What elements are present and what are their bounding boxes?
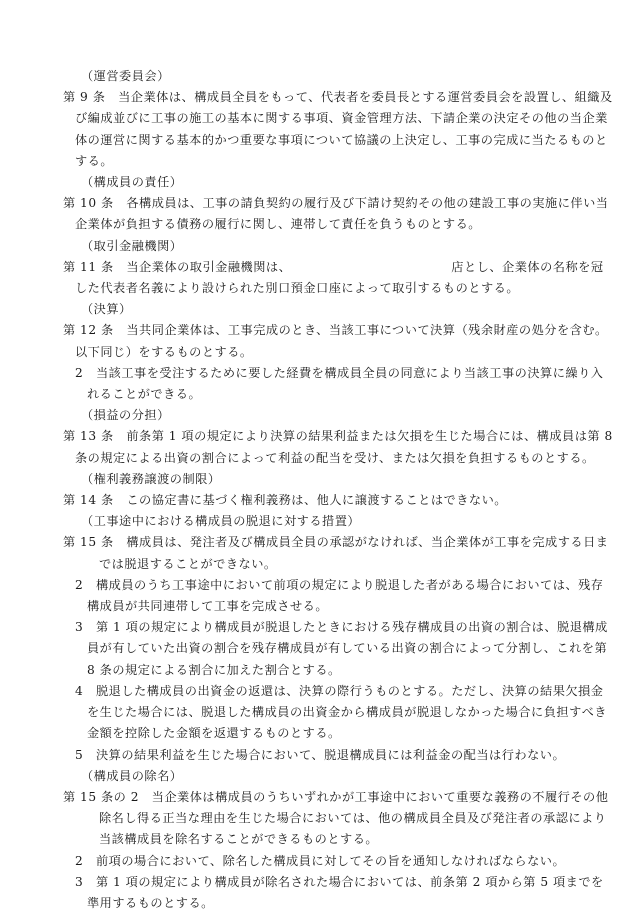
- paragraph-text: 第 1 項の規定により構成員が脱退したときにおける残存構成員の出資の割合は、脱退構成員が有していた出資の割合を残存構成員が有している出資の割合によって分割し、これを第 8 条の規定による割合に加えた割合とする。: [87, 620, 608, 677]
- paragraph-text: 決算の結果利益を生じた場合において、脱退構成員には利益金の配当は行わない。: [95, 747, 566, 762]
- article-15-2: [63, 787, 615, 851]
- paragraph-text: 第 1 項の規定により構成員が除名された場合においては、前条第 2 項から第 5 項までを準用するものとする。: [87, 874, 604, 910]
- article-number: 第 9 条: [63, 90, 106, 105]
- article-text: 店とし、企業体の名称を冠した代表者名義により設けられた別口預金口座によって取引するものとする。: [75, 259, 604, 296]
- article-text: 当企業体は構成員のうちいずれかが工事途中において重要な義務の不履行その他除名し得る正当な理由を生じた場合においては、他の構成員全員及び発注者の承認により当該構成員を除名することができるものとする。: [99, 789, 609, 847]
- paragraph-text: 前項の場合において、除名した構成員に対してその旨を通知しなければならない。: [95, 853, 566, 868]
- paragraph-number: 2: [75, 577, 84, 592]
- agreement-document: [63, 66, 615, 914]
- paragraph-text: 当該工事を受注するために要した経費を構成員全員の同意により当該工事の決算に繰り入れることができる。: [87, 365, 604, 402]
- paragraph-number: 2: [75, 853, 84, 868]
- paragraph-text: 脱退した構成員の出資金の返還は、決算の際行うものとする。ただし、決算の結果欠損金を生じた場合には、脱退した構成員の出資金から構成員が脱退しなかった場合に負担すべき金額を控除した金額を返還するものとする。: [87, 683, 607, 741]
- article-9: [63, 87, 615, 172]
- article-15: [63, 532, 615, 574]
- article-text: この協定書に基づく権利義務は、他人に譲渡することはできない。: [126, 493, 507, 508]
- paragraph: [63, 617, 615, 681]
- paragraph: [63, 851, 615, 872]
- article-text: 前条第 1 項の規定により決算の結果利益または欠損を生じた場合には、構成員は第 8 条の規定による出資の割合によって利益の配当を受け、または欠損を負担するものとする。: [75, 429, 613, 465]
- article-text: 当企業体は、構成員全員をもって、代表者を委員長とする運営委員会を設置し、組織及び編成並びに工事の施工の基本に関する事項、資金管理方法、下請企業の決定その他の当企業体の運営に関する基本的かつ重要な事項について協議の上決定し、工事の完成に当たるものとする。: [75, 90, 613, 168]
- article-number: 第 10 条: [63, 196, 114, 211]
- article-text: 各構成員は、工事の請負契約の履行及び下請け契約その他の建設工事の実施に伴い当企業体が負担する債務の履行に関し、連帯して責任を負うものとする。: [75, 196, 609, 232]
- article-13: [63, 426, 615, 468]
- paragraph: [63, 872, 615, 914]
- paragraph-number: 2: [75, 365, 84, 380]
- article-11: [63, 257, 615, 299]
- article-text: 当共同企業体は、工事完成のとき、当該工事について決算（残余財産の処分を含む。以下同じ）をするものとする。: [75, 323, 608, 359]
- article-12: [63, 320, 615, 362]
- article-heading: （構成員の除名）: [81, 768, 183, 783]
- paragraph-number: 5: [75, 747, 84, 762]
- article-text: 構成員は、発注者及び構成員全員の承認がなければ、当企業体が工事を完成する日までは脱退することができない。: [99, 535, 609, 571]
- paragraph-text: 構成員のうち工事途中において前項の規定により脱退した者がある場合においては、残存構成員が共同連帯して工事を完成させる。: [87, 577, 604, 614]
- article-text: 当企業体の取引金融機関は、: [126, 259, 292, 274]
- article-number: 第 11 条: [63, 259, 114, 274]
- article-heading: （工事途中における構成員の脱退に対する措置）: [81, 514, 361, 529]
- article-number: 第 12 条: [63, 323, 114, 338]
- article-heading: （決算）: [81, 302, 132, 317]
- article-heading: （取引金融機関）: [81, 238, 183, 253]
- article-number: 第 14 条: [63, 493, 114, 508]
- article-number: 第 13 条: [63, 429, 114, 444]
- article-heading: （損益の分担）: [81, 408, 170, 423]
- article-heading: （運営委員会）: [81, 69, 170, 83]
- paragraph: [63, 681, 615, 745]
- article-number: 第 15 条: [63, 535, 114, 550]
- article-heading: （構成員の責任）: [81, 175, 183, 190]
- article-heading: （権利義務譲渡の制限）: [81, 471, 221, 486]
- paragraph-number: 3: [75, 620, 84, 635]
- paragraph-number: 4: [75, 683, 84, 698]
- article-14: [63, 490, 615, 511]
- paragraph-number: 3: [75, 874, 84, 889]
- paragraph: [63, 363, 615, 405]
- paragraph: [63, 575, 615, 617]
- article-number: 第 15 条の 2: [63, 789, 139, 804]
- article-10: [63, 193, 615, 235]
- paragraph: [63, 745, 615, 766]
